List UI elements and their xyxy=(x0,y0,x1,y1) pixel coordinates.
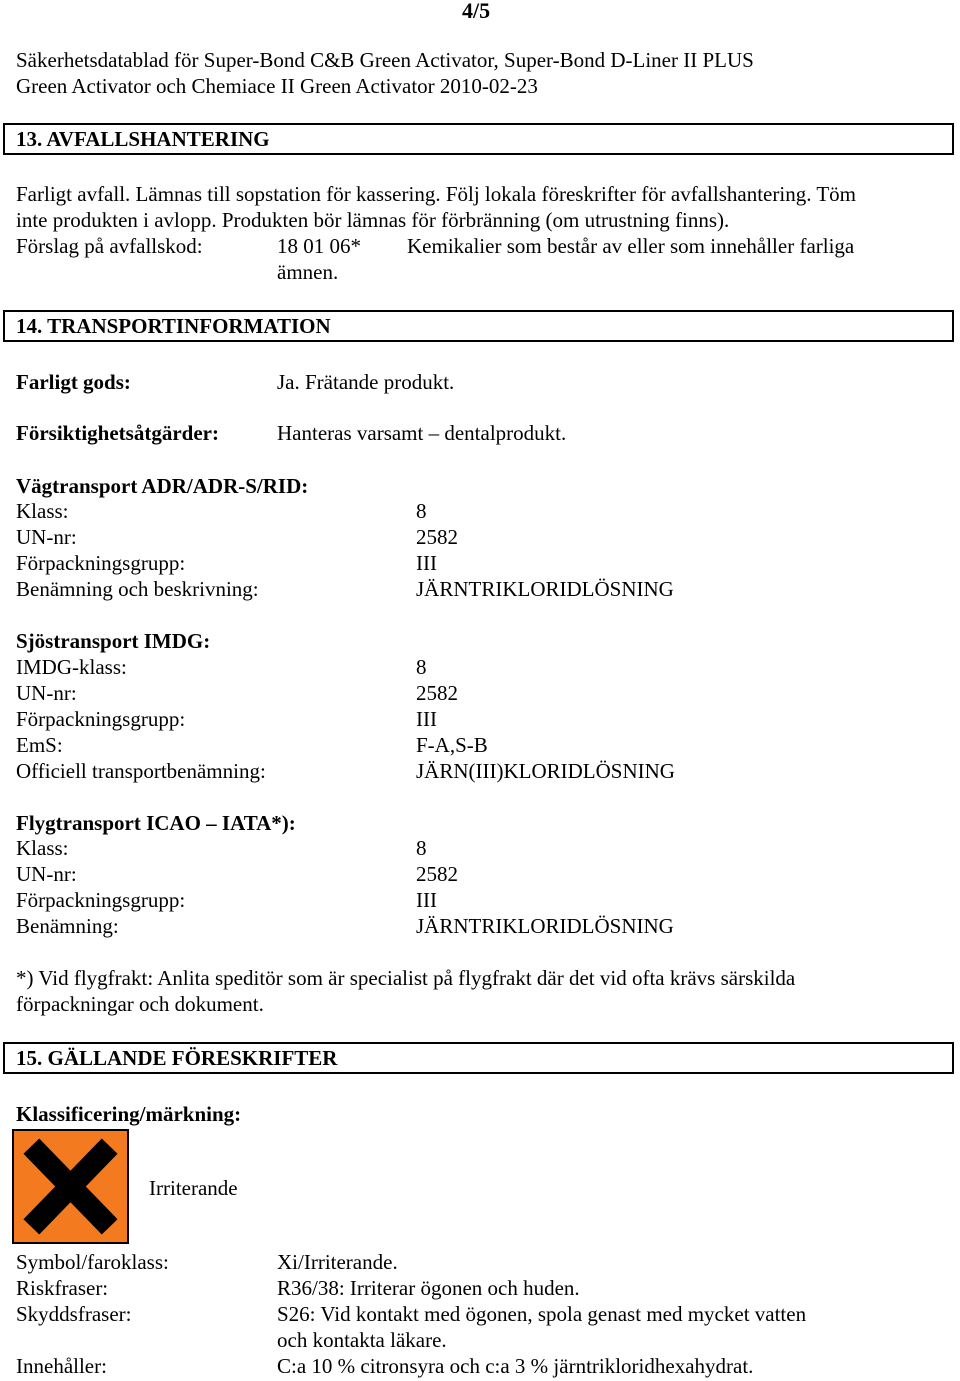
safety-phrases-label: Skyddsfraser: xyxy=(16,1302,132,1326)
sea-packing-label: Förpackningsgrupp: xyxy=(16,707,186,731)
waste-text-line-2: inte produkten i avlopp. Produkten bör lämnas för förbränning (om utrustning finns). xyxy=(16,208,730,232)
section-13-box xyxy=(3,123,954,155)
road-name-value: JÄRNTRIKLORIDLÖSNING xyxy=(416,577,674,601)
risk-phrases-label: Riskfraser: xyxy=(16,1276,109,1300)
air-class-label: Klass: xyxy=(16,836,69,860)
waste-code-description-2: ämnen. xyxy=(277,260,339,284)
sea-ems-label: EmS: xyxy=(16,733,63,757)
irritant-x-icon xyxy=(12,1129,129,1244)
air-un-value: 2582 xyxy=(416,862,458,886)
air-freight-note-line-2: förpackningar och dokument. xyxy=(16,992,264,1016)
road-un-value: 2582 xyxy=(416,525,458,549)
waste-code: 18 01 06* xyxy=(277,234,361,258)
air-packing-label: Förpackningsgrupp: xyxy=(16,888,186,912)
road-name-label: Benämning och beskrivning: xyxy=(16,577,259,601)
precaution-label: Försiktighetsåtgärder: xyxy=(16,421,219,445)
symbol-class-label: Symbol/faroklass: xyxy=(16,1250,169,1274)
dangerous-goods-label: Farligt gods: xyxy=(16,370,131,394)
page-number: 4/5 xyxy=(462,0,491,23)
section-15-title: 15. GÄLLANDE FÖRESKRIFTER xyxy=(16,1046,338,1070)
dangerous-goods-value: Ja. Frätande produkt. xyxy=(277,370,455,394)
contains-value: C:a 10 % citronsyra och c:a 3 % järntrikloridhexahydrat. xyxy=(277,1354,754,1378)
symbol-class-value: Xi/Irriterande. xyxy=(277,1250,398,1274)
sea-transport-heading: Sjöstransport IMDG: xyxy=(16,629,211,653)
sea-class-value: 8 xyxy=(416,655,427,679)
air-packing-value: III xyxy=(416,888,437,912)
section-14-title: 14. TRANSPORTINFORMATION xyxy=(16,314,331,338)
sea-un-label: UN-nr: xyxy=(16,681,77,705)
sea-un-value: 2582 xyxy=(416,681,458,705)
sea-ems-value: F-A,S-B xyxy=(416,733,488,757)
contains-label: Innehåller: xyxy=(16,1354,107,1378)
waste-code-label: Förslag på avfallskod: xyxy=(16,234,203,258)
risk-phrases-value: R36/38: Irriterar ögonen och huden. xyxy=(277,1276,580,1300)
sea-packing-value: III xyxy=(416,707,437,731)
sea-class-label: IMDG-klass: xyxy=(16,655,127,679)
hazard-symbol-caption: Irriterande xyxy=(149,1176,238,1200)
section-13-title: 13. AVFALLSHANTERING xyxy=(16,127,270,151)
safety-phrases-value-1: S26: Vid kontakt med ögonen, spola genast med mycket vatten xyxy=(277,1302,807,1326)
air-class-value: 8 xyxy=(416,836,427,860)
waste-text-line-1: Farligt avfall. Lämnas till sopstation för kassering. Följ lokala föreskrifter för avfallshantering. Töm xyxy=(16,182,856,206)
road-class-label: Klass: xyxy=(16,499,69,523)
waste-code-description-1: Kemikalier som består av eller som innehåller farliga xyxy=(407,234,855,258)
road-packing-label: Förpackningsgrupp: xyxy=(16,551,186,575)
sea-name-label: Officiell transportbenämning: xyxy=(16,759,266,783)
section-14-box xyxy=(3,310,954,342)
precaution-value: Hanteras varsamt – dentalprodukt. xyxy=(277,421,567,445)
safety-phrases-value-2: och kontakta läkare. xyxy=(277,1328,447,1352)
classification-heading: Klassificering/märkning: xyxy=(16,1102,242,1126)
road-un-label: UN-nr: xyxy=(16,525,77,549)
road-class-value: 8 xyxy=(416,499,427,523)
road-packing-value: III xyxy=(416,551,437,575)
sea-name-value: JÄRN(III)KLORIDLÖSNING xyxy=(416,759,675,783)
road-transport-heading: Vägtransport ADR/ADR-S/RID: xyxy=(16,474,309,498)
air-name-value: JÄRNTRIKLORIDLÖSNING xyxy=(416,914,674,938)
air-un-label: UN-nr: xyxy=(16,862,77,886)
hazard-symbol-svg xyxy=(12,1129,129,1244)
document-title-line-2: Green Activator och Chemiace II Green Activator 2010-02-23 xyxy=(16,74,538,98)
document-title-line-1: Säkerhetsdatablad för Super-Bond C&B Green Activator, Super-Bond D-Liner II PLUS xyxy=(16,48,754,72)
section-15-box xyxy=(3,1042,954,1074)
air-transport-heading: Flygtransport ICAO – IATA*): xyxy=(16,811,296,835)
air-name-label: Benämning: xyxy=(16,914,119,938)
air-freight-note-line-1: *) Vid flygfrakt: Anlita speditör som är specialist på flygfrakt där det vid ofta krävs särskilda xyxy=(16,966,796,990)
